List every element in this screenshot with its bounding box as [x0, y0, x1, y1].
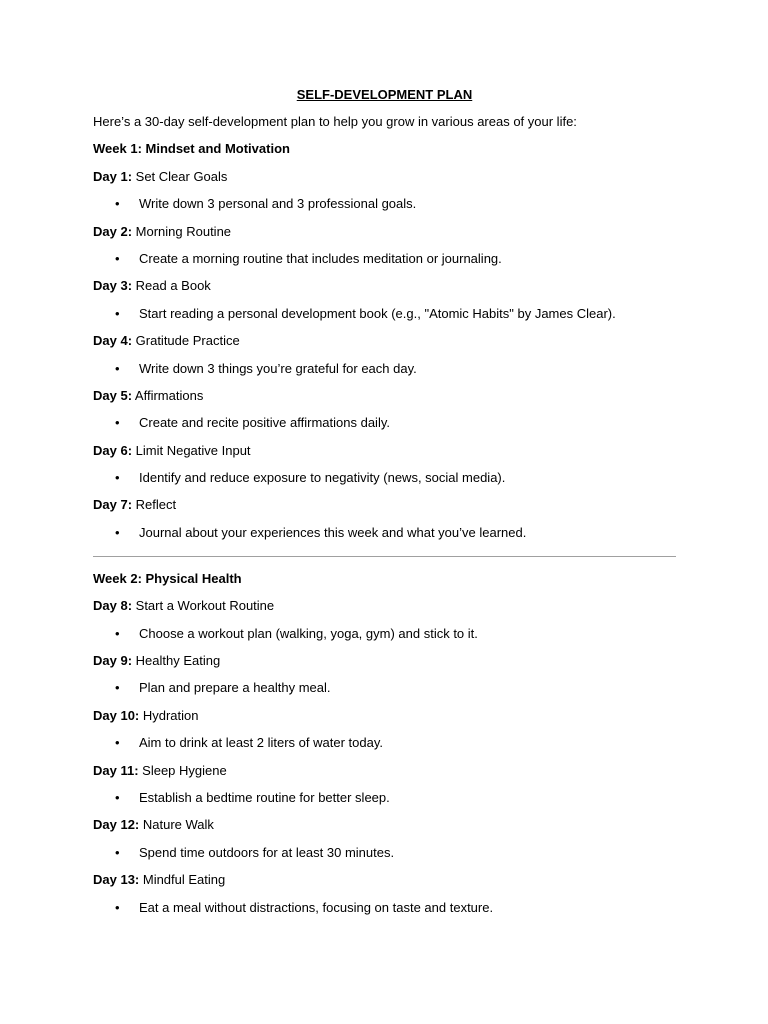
- day-title: Morning Routine: [132, 223, 232, 239]
- day-entry: [93, 763, 676, 779]
- bullet-text: Choose a workout plan (walking, yoga, gym) and stick to it.: [139, 625, 478, 641]
- day-label: Day 3:: [93, 278, 133, 294]
- day-label: Day 8:: [93, 598, 133, 614]
- bullet-icon: •: [115, 415, 120, 431]
- day-label: Day 6:: [93, 442, 133, 458]
- day-entry: [93, 443, 676, 459]
- bullet-icon: •: [115, 196, 120, 212]
- day-label: Day 5:: [93, 387, 133, 403]
- bullet-text: Start reading a personal development book (e.g., "Atomic Habits" by James Clear).: [139, 305, 616, 321]
- day-title: Read a Book: [132, 278, 211, 294]
- day-label: Day 12:: [93, 817, 140, 833]
- bullet-icon: •: [115, 470, 120, 486]
- bullet-icon: •: [115, 524, 120, 540]
- bullet-text: Write down 3 personal and 3 professional goals.: [139, 196, 417, 212]
- bullet-icon: •: [115, 250, 120, 266]
- day-label: Day 4:: [93, 333, 133, 349]
- bullet-icon: •: [115, 360, 120, 376]
- week-2-heading: Week 2: Physical Health: [93, 570, 242, 586]
- day-entry: [93, 872, 676, 888]
- day-entry: [93, 817, 676, 833]
- bullet-text: Write down 3 things you’re grateful for each day.: [139, 360, 417, 376]
- day-label: Day 7:: [93, 497, 133, 513]
- bullet-icon: •: [115, 305, 120, 321]
- bullet-item: [93, 790, 676, 806]
- day-label: Day 11:: [93, 762, 139, 778]
- section-divider: [93, 556, 676, 557]
- day-entry: [93, 278, 676, 294]
- bullet-item: [93, 306, 676, 322]
- bullet-icon: •: [115, 844, 120, 860]
- bullet-text: Eat a meal without distractions, focusing on taste and texture.: [139, 899, 494, 915]
- bullet-item: [93, 900, 676, 916]
- document-title: SELF-DEVELOPMENT PLAN: [296, 87, 473, 102]
- day-entry: [93, 333, 676, 349]
- day-entry: [93, 598, 676, 614]
- day-label: Day 10:: [93, 707, 140, 723]
- bullet-text: Aim to drink at least 2 liters of water today.: [139, 735, 383, 751]
- bullet-item: [93, 251, 676, 267]
- day-entry: [93, 708, 676, 724]
- day-title: Set Clear Goals: [132, 168, 228, 184]
- day-title: Mindful Eating: [139, 872, 226, 888]
- bullet-item: [93, 470, 676, 486]
- bullet-icon: •: [115, 735, 120, 751]
- bullet-item: [93, 525, 676, 541]
- bullet-text: Create and recite positive affirmations daily.: [139, 415, 390, 431]
- day-title: Affirmations: [132, 387, 204, 403]
- week-1-heading: Week 1: Mindset and Motivation: [93, 141, 290, 157]
- bullet-item: [93, 680, 676, 696]
- week-1-days: [93, 169, 676, 541]
- bullet-text: Identify and reduce exposure to negativity (news, social media).: [139, 470, 506, 486]
- bullet-icon: •: [115, 625, 120, 641]
- bullet-text: Create a morning routine that includes meditation or journaling.: [139, 250, 502, 266]
- day-title: Reflect: [132, 497, 177, 513]
- day-title: Healthy Eating: [132, 653, 221, 669]
- day-title: Sleep Hygiene: [138, 762, 227, 778]
- day-entry: [93, 169, 676, 185]
- bullet-item: [93, 845, 676, 861]
- day-label: Day 9:: [93, 653, 133, 669]
- bullet-icon: •: [115, 680, 120, 696]
- week-2-days: [93, 598, 676, 915]
- day-entry: [93, 497, 676, 513]
- intro-text: Here’s a 30-day self-development plan to help you grow in various areas of your life:: [93, 114, 577, 129]
- day-entry: [93, 224, 676, 240]
- bullet-item: [93, 196, 676, 212]
- day-entry: [93, 653, 676, 669]
- day-entry: [93, 388, 676, 404]
- bullet-item: [93, 626, 676, 642]
- bullet-icon: •: [115, 899, 120, 915]
- day-title: Hydration: [139, 707, 199, 723]
- bullet-item: [93, 415, 676, 431]
- day-title: Limit Negative Input: [132, 442, 251, 458]
- day-title: Nature Walk: [139, 817, 214, 833]
- bullet-item: [93, 361, 676, 377]
- day-label: Day 13:: [93, 872, 140, 888]
- bullet-text: Journal about your experiences this week and what you’ve learned.: [139, 524, 527, 540]
- bullet-text: Plan and prepare a healthy meal.: [139, 680, 331, 696]
- bullet-icon: •: [115, 789, 120, 805]
- day-title: Start a Workout Routine: [132, 598, 275, 614]
- bullet-item: [93, 735, 676, 751]
- day-label: Day 2:: [93, 223, 133, 239]
- bullet-text: Spend time outdoors for at least 30 minutes.: [139, 844, 395, 860]
- bullet-text: Establish a bedtime routine for better sleep.: [139, 789, 390, 805]
- day-title: Gratitude Practice: [132, 333, 240, 349]
- day-label: Day 1:: [93, 168, 133, 184]
- document-page: [93, 87, 676, 927]
